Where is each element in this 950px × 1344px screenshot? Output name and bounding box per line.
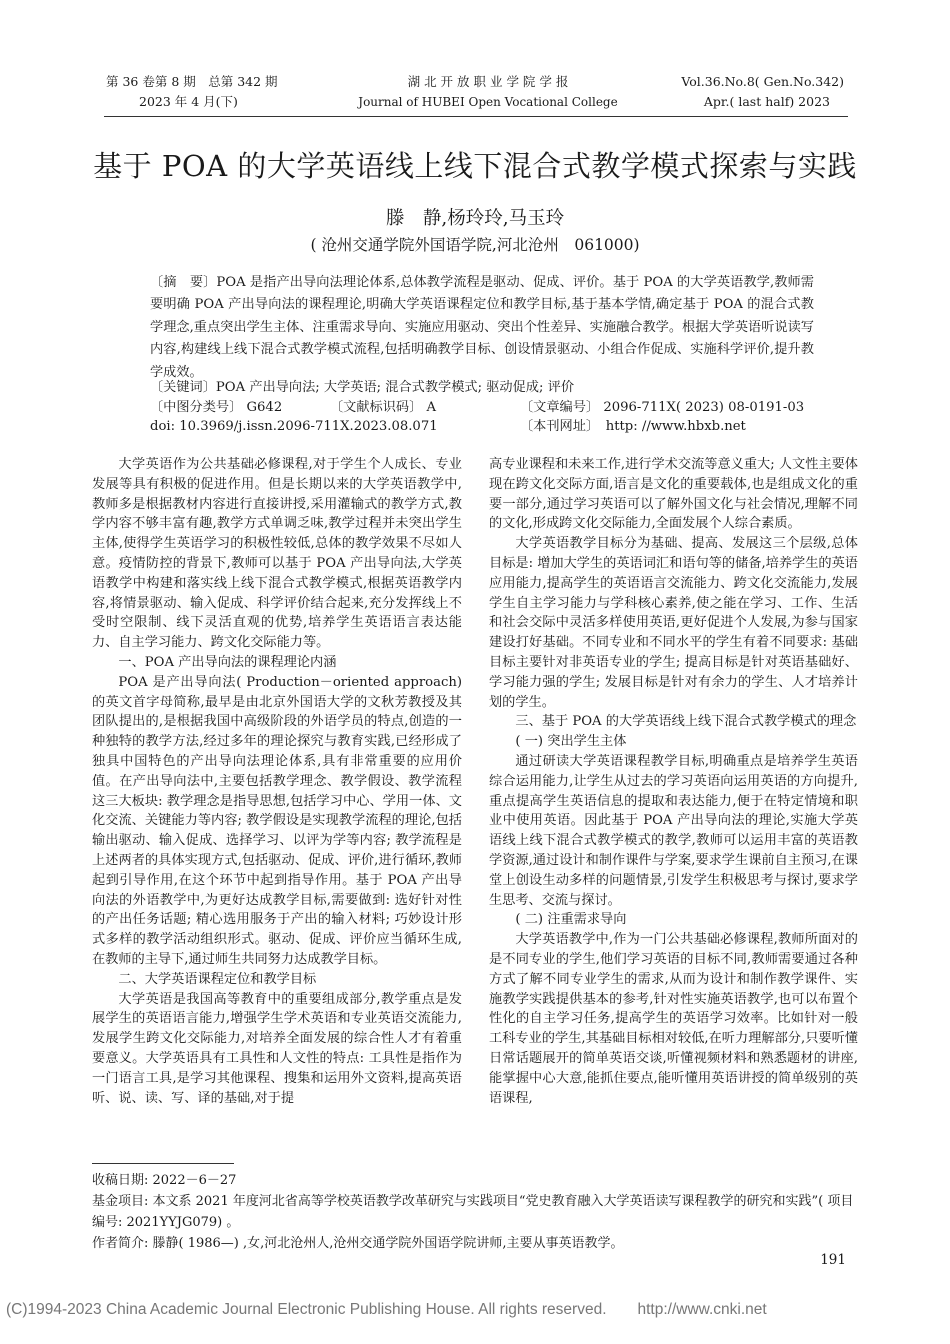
article-number: 〔文章编号〕 2096-711X( 2023) 08-0191-03 bbox=[520, 400, 805, 415]
header-journal-en: Journal of HUBEI Open Vocational College bbox=[358, 95, 618, 109]
journal-website: 〔本刊网址〕 http: //www.hbxb.net bbox=[520, 419, 746, 434]
doi: doi: 10.3969/j.issn.2096-711X.2023.08.071 bbox=[150, 419, 438, 434]
paper-affiliation: ( 沧州交通学院外国语学院,河北沧州 061000) bbox=[310, 236, 640, 254]
paper-title: 基于 POA 的大学英语线上线下混合式教学模式探索与实践 bbox=[93, 149, 857, 183]
abstract: 〔摘 要〕POA 是指产出导向法理论体系,总体教学流程是驱动、促成、评价。基于 POA 的大学英语教学,教师需要明确 POA 产出导向法的课程理论,明确大学英语课程定位和教学目标,基于基本学情,确定基于 POA 的混合式教学理念,重点突出学生主体、注重需求导向、实施应用驱动、突出个性差异、实施融合教学。根据大学英语听说读写内容,构建线上线下混合式教学模式流程,包括明确教学目标、创设情景驱动、小组合作促成、实施科学评价,提升教学成效。 bbox=[150, 275, 814, 380]
header-issue: 第 36 卷第 8 期 总第 342 期 bbox=[106, 74, 278, 89]
clc-number: 〔中图分类号〕 G642 bbox=[150, 400, 283, 415]
cnki-watermark: (C)1994-2023 China Academic Journal Electronic Publishing House. All rights reserved. http://www.cnki.net bbox=[6, 1301, 767, 1318]
paper-authors: 滕 静,杨玲玲,马玉玲 bbox=[385, 208, 565, 229]
fund-note: 基金项目: 本文系 2021 年度河北省高等学校英语教学改革研究与实践项目“党史教育融入大学英语读写课程教学的研究和实践”( 项目编号: 2021YYJG079) 。 bbox=[92, 1194, 854, 1230]
header-volume-en: Vol.36.No.8( Gen.No.342) bbox=[681, 74, 844, 89]
header-date-en: Apr.( last half) 2023 bbox=[703, 94, 830, 109]
intro-paragraph: 大学英语作为公共基础必修课程,对于学生个人成长、专业发展等具有积极的促进作用。但是长期以来的大学英语教学中,教师多是根据教材内容进行直接讲授,采用灌输式的教学方式,教学内容不够丰富有趣,教学方式单调乏味,教学过程并未突出学生主体,使得学生英语学习的积极性较低,总体的教学效果不尽如人意。疫情防控的背景下,教师可以基于 POA 产出导向法,大学英语教学中构建和落实线上线下混合式教学模式,根据英语教学内容,将情景驱动、输入促成、科学评价结合起来,充分发挥线上不受时空限制、线下灵活直观的优势,培养学生英语语言表达能力、自主学习能力、跨文化交际能力等。 bbox=[92, 457, 462, 651]
section-heading-3: 三、基于 POA 的大学英语线上线下混合式教学模式的理念 bbox=[515, 714, 857, 730]
document-code: 〔文献标识码〕 A bbox=[330, 400, 437, 415]
subsection-heading-3-1: ( 一) 突出学生主体 bbox=[515, 734, 627, 750]
footnotes bbox=[92, 1170, 858, 1254]
section-1-paragraph: POA 是产出导向法( Production－oriented approach) 的英文首字母简称,最早是由北京外国语大学的文秋芳教授及其团队提出的,是根据我国中高级阶段的外语学员的特点,创造的一种独特的教学方法,经过多年的理论探究与教育实践,已经形成了独具中国特色的产出导向法理论体系,具有非常重要的应用价值。在产出导向法中,主要包括教学理念、教学假设、教学流程这三大板块: 教学理念是指导思想,包括学习中心、学用一体、文化交流、关键能力等内容; 教学假设是实现教学流程的理论,包括输出驱动、输入促成、选择学习、以评为学等内容; 教学流程是上述两者的具体实现方式,包括驱动、促成、评价,进行循环,教师起到引导作用,在这个环节中起到指导作用。基于 POA 产出导向法的外语教学中,为更好达成教学目标,需要做到: 选好针对性的产出任务话题; 精心选用服务于产出的输入材料; 巧妙设计形式多样的教学活动组织形式。驱动、促成、评价应当循环生成,在教师的主导下,通过师生共同努力达成教学目标。 bbox=[92, 674, 462, 967]
subsection-heading-3-2: ( 二) 注重需求导向 bbox=[515, 912, 627, 928]
section-heading-1: 一、POA 产出导向法的课程理论内涵 bbox=[118, 654, 337, 670]
footnote-rule bbox=[92, 1163, 234, 1164]
section-2-paragraph-2: 大学英语教学目标分为基础、提高、发展这三个层级,总体目标是: 增加大学生的英语词汇和语句等的储备,培养学生的英语应用能力,提高学生的英语语言交流能力、跨文化交流能力,发展学生自主学习能力与学科核心素养,使之能在学习、工作、生活和社会交际中灵活多样使用英语,更好促进个人发展,为参与国家建设打好基础。不同专业和不同水平的学生有着不同要求: 基础目标主要针对非英语专业的学生; 提高目标是针对英语基础好、学习能力强的学生; 发展目标是针对有余力的学生、人才培养计划的学生。 bbox=[489, 536, 858, 710]
section-heading-2: 二、大学英语课程定位和教学目标 bbox=[118, 971, 317, 987]
section-2-paragraph: 大学英语是我国高等教育中的重要组成部分,教学重点是发展学生的英语语言能力,增强学生学术英语和专业英语交流能力,发展学生跨文化交际能力,对培养全面发展的综合性人才有着重要意义。大学英语具有工具性和人文性的特点: 工具性是指作为一门语言工具,是学习其他课程、搜集和运用外文资料,提高英语听、说、读、写、译的基础,对于提 bbox=[92, 991, 462, 1106]
keywords: 〔关键词〕POA 产出导向法; 大学英语; 混合式教学模式; 驱动促成; 评价 bbox=[150, 380, 575, 395]
subsection-3-2-paragraph: 大学英语教学中,作为一门公共基础必修课程,教师所面对的是不同专业的学生,他们学习英语的目标不同,教师需要通过各种方式了解不同专业学生的需求,从而为设计和制作教学课件、实施教学实践提供基本的参考,针对性实施英语教学,也可以布置个性化的自主学习任务,提高学生的英语学习效率。比如针对一般工科专业的学生,其基础目标相对较低,在听力理解部分,只要听懂日常话题展开的简单英语交谈,听懂视频材料和熟悉题材的讲座,能掌握中心大意,能抓住要点,能听懂用英语讲授的简单级别的英语课程, bbox=[489, 932, 858, 1106]
section-2-continued: 高专业课程和未来工作,进行学术交流等意义重大; 人文性主要体现在跨文化交际方面,语言是文化的重要载体,也是组成文化的重要一部分,通过学习英语可以了解外国文化与社会情况,理解不同的文化,形成跨文化交际能力,全面发展个人综合素质。 bbox=[489, 457, 858, 532]
header-journal-cn: 湖 北 开 放 职 业 学 院 学 报 bbox=[407, 74, 569, 89]
page-number: 191 bbox=[820, 1252, 846, 1268]
right-column bbox=[489, 455, 858, 1108]
received-date: 收稿日期: 2022－6－27 bbox=[92, 1173, 237, 1188]
author-bio: 作者简介: 滕静( 1986—) ,女,河北沧州人,沧州交通学院外国语学院讲师,主要从事英语教学。 bbox=[92, 1236, 624, 1251]
header-rule bbox=[104, 116, 848, 117]
header-date: 2023 年 4 月(下) bbox=[139, 94, 238, 109]
subsection-3-1-paragraph: 通过研读大学英语课程教学目标,明确重点是培养学生英语综合运用能力,让学生从过去的学习英语向运用英语的方向提升,重点提高学生英语信息的提取和表达能力,便于在特定情境和职业中使用英语。因此基于 POA 产出导向法的理论,实施大学英语线上线下混合式教学模式的教学,教师可以运用丰富的英语教学资源,通过设计和制作课件与学案,要求学生课前自主预习,在课堂上创设生动多样的问题情景,引发学生积极思考与探讨,要求学生思考、交流与探讨。 bbox=[489, 753, 858, 908]
left-column bbox=[92, 455, 462, 1108]
